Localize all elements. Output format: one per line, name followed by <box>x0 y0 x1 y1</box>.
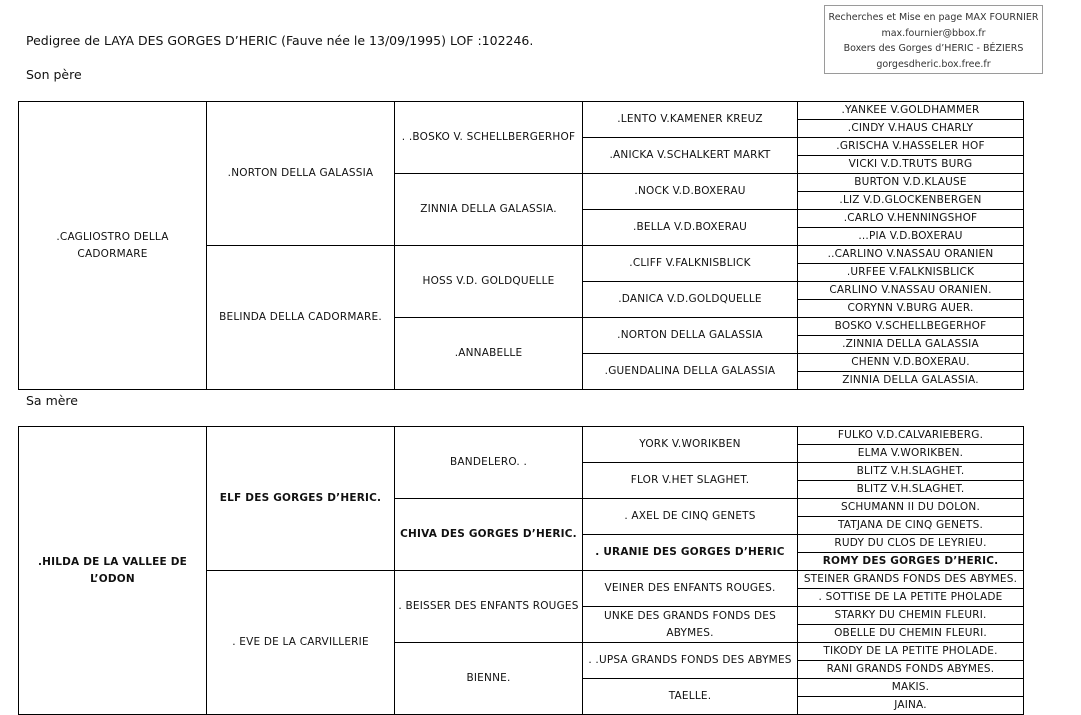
pedigree-cell-gen4: .ANICKA V.SCHALKERT MARKT <box>583 138 798 174</box>
pedigree-cell-gen2: BELINDA DELLA CADORMARE. <box>207 246 395 390</box>
pedigree-cell-gen5: RANI GRANDS FONDS ABYMES. <box>798 661 1024 679</box>
credit-line: Recherches et Mise en page MAX FOURNIER <box>828 12 1039 23</box>
pedigree-cell-gen5: CORYNN V.BURG AUER. <box>798 300 1024 318</box>
pedigree-cell-gen4: .GUENDALINA DELLA GALASSIA <box>583 354 798 390</box>
pedigree-cell-gen5: ROMY DES GORGES D’HERIC. <box>798 553 1024 571</box>
sire-section-label: Son père <box>26 67 82 82</box>
pedigree-cell-gen1: .HILDA DE LA VALLEE DE L’ODON <box>19 427 207 715</box>
pedigree-cell-gen5: VICKI V.D.TRUTS BURG <box>798 156 1024 174</box>
pedigree-cell-gen3: BIENNE. <box>395 643 583 715</box>
pedigree-cell-gen5: OBELLE DU CHEMIN FLEURI. <box>798 625 1024 643</box>
pedigree-cell-gen5: STEINER GRANDS FONDS DES ABYMES. <box>798 571 1024 589</box>
dam-section-label: Sa mère <box>26 393 78 408</box>
pedigree-cell-gen5: BLITZ V.H.SLAGHET. <box>798 481 1024 499</box>
pedigree-cell-gen5: .GRISCHA V.HASSELER HOF <box>798 138 1024 156</box>
pedigree-cell-gen5: .YANKEE V.GOLDHAMMER <box>798 102 1024 120</box>
pedigree-cell-gen4: .DANICA V.D.GOLDQUELLE <box>583 282 798 318</box>
pedigree-cell-gen4: . .UPSA GRANDS FONDS DES ABYMES <box>583 643 798 679</box>
pedigree-cell-gen5: .LIZ V.D.GLOCKENBERGEN <box>798 192 1024 210</box>
pedigree-cell-gen5: JAINA. <box>798 697 1024 715</box>
pedigree-cell-gen3: .ANNABELLE <box>395 318 583 390</box>
pedigree-cell-gen5: ZINNIA DELLA GALASSIA. <box>798 372 1024 390</box>
pedigree-cell-gen4: VEINER DES ENFANTS ROUGES. <box>583 571 798 607</box>
sire-pedigree-table <box>18 101 1024 390</box>
pedigree-cell-gen3: ZINNIA DELLA GALASSIA. <box>395 174 583 246</box>
pedigree-cell-gen3: CHIVA DES GORGES D’HERIC. <box>395 499 583 571</box>
pedigree-cell-gen5: . SOTTISE DE LA PETITE PHOLADE <box>798 589 1024 607</box>
dam-pedigree-table <box>18 426 1024 715</box>
pedigree-cell-gen4: FLOR V.HET SLAGHET. <box>583 463 798 499</box>
credit-email: max.fournier@bbox.fr <box>881 27 986 39</box>
pedigree-cell-gen1: .CAGLIOSTRO DELLA CADORMARE <box>19 102 207 390</box>
pedigree-cell-gen3: . BEISSER DES ENFANTS ROUGES <box>395 571 583 643</box>
pedigree-cell-gen5: .URFEE V.FALKNISBLICK <box>798 264 1024 282</box>
pedigree-cell-gen3: BANDELERO. . <box>395 427 583 499</box>
pedigree-cell-gen4: .CLIFF V.FALKNISBLICK <box>583 246 798 282</box>
pedigree-cell-gen4: .BELLA V.D.BOXERAU <box>583 210 798 246</box>
pedigree-cell-gen4: TAELLE. <box>583 679 798 715</box>
pedigree-cell-gen5: BURTON V.D.KLAUSE <box>798 174 1024 192</box>
pedigree-cell-gen3: . .BOSKO V. SCHELLBERGERHOF <box>395 102 583 174</box>
pedigree-cell-gen5: ..CARLINO V.NASSAU ORANIEN <box>798 246 1024 264</box>
pedigree-cell-gen5: MAKIS. <box>798 679 1024 697</box>
pedigree-cell-gen5: TIKODY DE LA PETITE PHOLADE. <box>798 643 1024 661</box>
pedigree-cell-gen2: . EVE DE LA CARVILLERIE <box>207 571 395 715</box>
pedigree-cell-gen2: .NORTON DELLA GALASSIA <box>207 102 395 246</box>
pedigree-cell-gen5: BLITZ V.H.SLAGHET. <box>798 463 1024 481</box>
pedigree-cell-gen5: BOSKO V.SCHELLBEGERHOF <box>798 318 1024 336</box>
credit-box <box>824 5 1043 74</box>
pedigree-cell-gen4: .LENTO V.KAMENER KREUZ <box>583 102 798 138</box>
pedigree-cell-gen3: HOSS V.D. GOLDQUELLE <box>395 246 583 318</box>
pedigree-cell-gen5: .CINDY V.HAUS CHARLY <box>798 120 1024 138</box>
pedigree-cell-gen5: .CARLO V.HENNINGSHOF <box>798 210 1024 228</box>
pedigree-cell-gen5: SCHUMANN II DU DOLON. <box>798 499 1024 517</box>
pedigree-cell-gen5: STARKY DU CHEMIN FLEURI. <box>798 607 1024 625</box>
pedigree-cell-gen5: RUDY DU CLOS DE LEYRIEU. <box>798 535 1024 553</box>
pedigree-cell-gen4: .NORTON DELLA GALASSIA <box>583 318 798 354</box>
pedigree-cell-gen2: ELF DES GORGES D’HERIC. <box>207 427 395 571</box>
pedigree-cell-gen5: TATJANA DE CINQ GENETS. <box>798 517 1024 535</box>
pedigree-cell-gen5: ELMA V.WORIKBEN. <box>798 445 1024 463</box>
pedigree-cell-gen4: . AXEL DE CINQ GENETS <box>583 499 798 535</box>
pedigree-cell-gen4: YORK V.WORIKBEN <box>583 427 798 463</box>
pedigree-cell-gen5: CARLINO V.NASSAU ORANIEN. <box>798 282 1024 300</box>
pedigree-cell-gen4: .NOCK V.D.BOXERAU <box>583 174 798 210</box>
pedigree-cell-gen5: CHENN V.D.BOXERAU. <box>798 354 1024 372</box>
page-title: Pedigree de LAYA DES GORGES D’HERIC (Fauve née le 13/09/1995) LOF :102246. <box>26 33 534 48</box>
pedigree-cell-gen4: UNKE DES GRANDS FONDS DES ABYMES. <box>583 607 798 643</box>
credit-website: gorgesdheric.box.free.fr <box>876 58 991 70</box>
pedigree-cell-gen5: ...PIA V.D.BOXERAU <box>798 228 1024 246</box>
pedigree-cell-gen4: . URANIE DES GORGES D’HERIC <box>583 535 798 571</box>
credit-line: Boxers des Gorges d’HERIC - BÉZIERS <box>843 43 1024 54</box>
pedigree-cell-gen5: .ZINNIA DELLA GALASSIA <box>798 336 1024 354</box>
pedigree-cell-gen5: FULKO V.D.CALVARIEBERG. <box>798 427 1024 445</box>
